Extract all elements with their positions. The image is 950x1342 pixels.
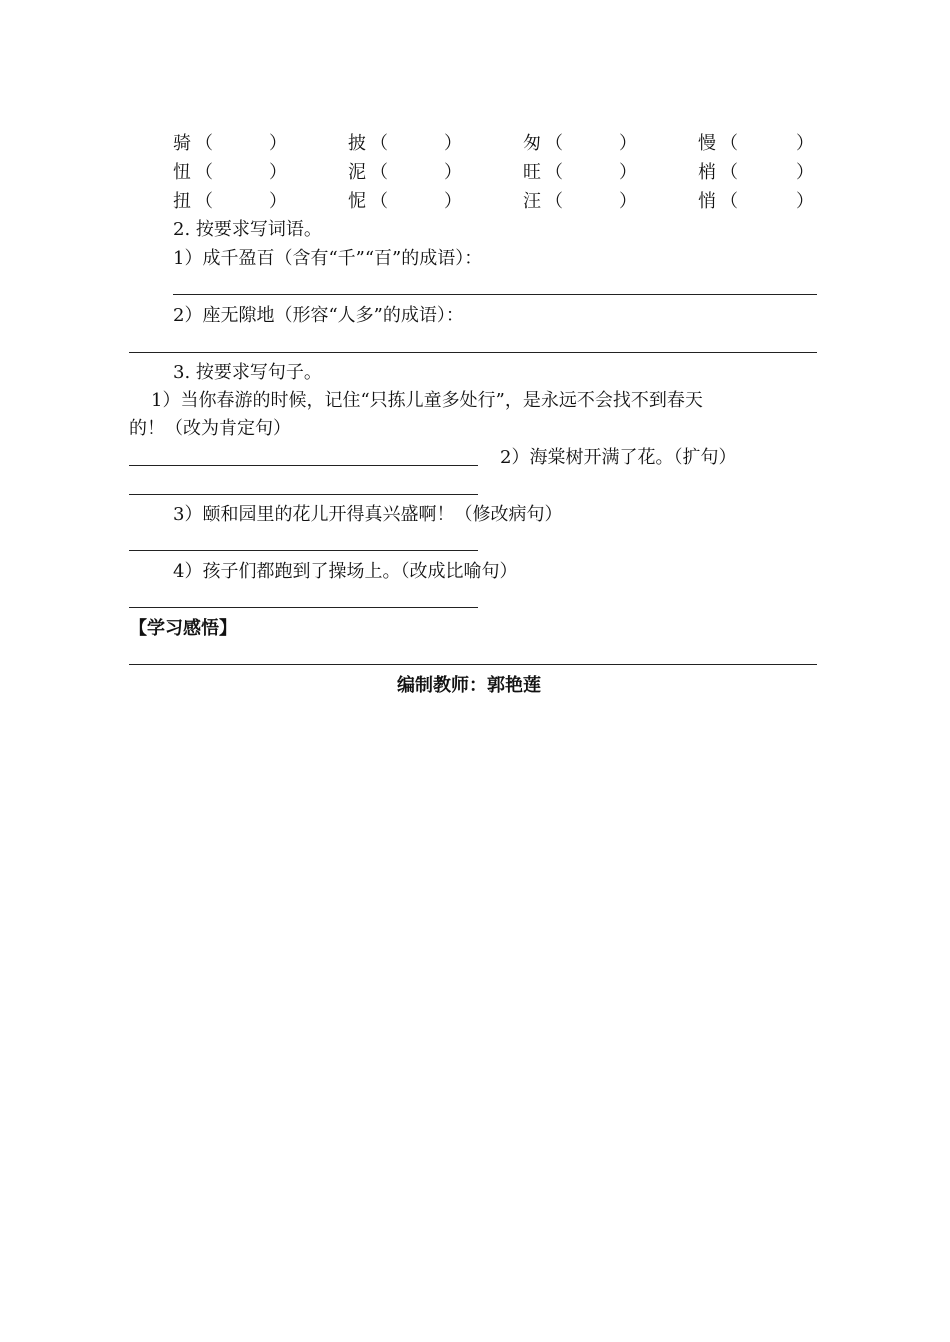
section-2-item-1: 1）成千盈百（含有“千”“百”的成语）： — [173, 248, 483, 269]
char: 扭 — [173, 191, 191, 212]
char-cell — [523, 189, 638, 215]
paren-open: （ — [370, 162, 388, 183]
paren-close: ） — [796, 133, 814, 154]
char-cell — [173, 189, 288, 215]
answer-line[interactable] — [129, 494, 478, 495]
answer-line[interactable] — [129, 550, 478, 551]
char: 忸 — [173, 162, 191, 183]
char: 匆 — [523, 133, 541, 154]
section-3-title: 3. 按要求写句子。 — [173, 362, 322, 383]
paren-open: （ — [195, 191, 213, 212]
char-cell — [173, 160, 288, 186]
char-cell — [698, 189, 818, 215]
paren-close: ） — [619, 133, 637, 154]
paren-open: （ — [195, 133, 213, 154]
section-2-item-2: 2）座无隙地（形容“人多”的成语）： — [173, 305, 464, 326]
paren-close: ） — [796, 191, 814, 212]
char: 悄 — [698, 191, 716, 212]
paren-close: ） — [444, 191, 462, 212]
paren-close: ） — [619, 162, 637, 183]
section-3-item-4: 4）孩子们都跑到了操场上。（改成比喻句） — [173, 561, 518, 582]
char-cell — [698, 160, 818, 186]
char: 泥 — [348, 162, 366, 183]
char: 梢 — [698, 162, 716, 183]
paren-close: ） — [269, 162, 287, 183]
char-cell — [348, 189, 463, 215]
paren-close: ） — [796, 162, 814, 183]
paren-open: （ — [720, 191, 738, 212]
char-cell — [523, 160, 638, 186]
char: 披 — [348, 133, 366, 154]
paren-close: ） — [269, 133, 287, 154]
paren-open: （ — [370, 133, 388, 154]
paren-close: ） — [444, 162, 462, 183]
answer-line[interactable] — [129, 664, 817, 665]
char-cell — [348, 160, 463, 186]
section-3-item-2: 2）海棠树开满了花。（扩句） — [500, 447, 737, 468]
paren-open: （ — [545, 162, 563, 183]
char: 慢 — [698, 133, 716, 154]
paren-open: （ — [545, 191, 563, 212]
answer-line[interactable] — [129, 352, 817, 353]
answer-line[interactable] — [173, 294, 817, 295]
paren-close: ） — [619, 191, 637, 212]
char: 旺 — [523, 162, 541, 183]
paren-open: （ — [720, 133, 738, 154]
char-cell — [698, 131, 818, 157]
char: 骑 — [173, 133, 191, 154]
paren-open: （ — [545, 133, 563, 154]
section-3-item-3: 3）颐和园里的花儿开得真兴盛啊！（修改病句） — [173, 504, 563, 525]
section-3-item-1-line-1: 1）当你春游的时候，记住“只拣儿童多处行”，是永远不会找不到春天 — [151, 390, 703, 411]
answer-line[interactable] — [129, 465, 478, 466]
answer-line[interactable] — [129, 607, 478, 608]
section-2-title: 2. 按要求写词语。 — [173, 219, 322, 240]
teacher-credit: 编制教师：郭艳莲 — [397, 675, 541, 696]
paren-close: ） — [269, 191, 287, 212]
section-3-item-1-line-2: 的！（改为肯定句） — [129, 418, 291, 439]
char-cell — [173, 131, 288, 157]
paren-open: （ — [195, 162, 213, 183]
char-cell — [348, 131, 463, 157]
char: 汪 — [523, 191, 541, 212]
paren-open: （ — [370, 191, 388, 212]
reflection-label: 【学习感悟】 — [129, 618, 237, 639]
paren-open: （ — [720, 162, 738, 183]
paren-close: ） — [444, 133, 462, 154]
char: 怩 — [348, 191, 366, 212]
char-cell — [523, 131, 638, 157]
